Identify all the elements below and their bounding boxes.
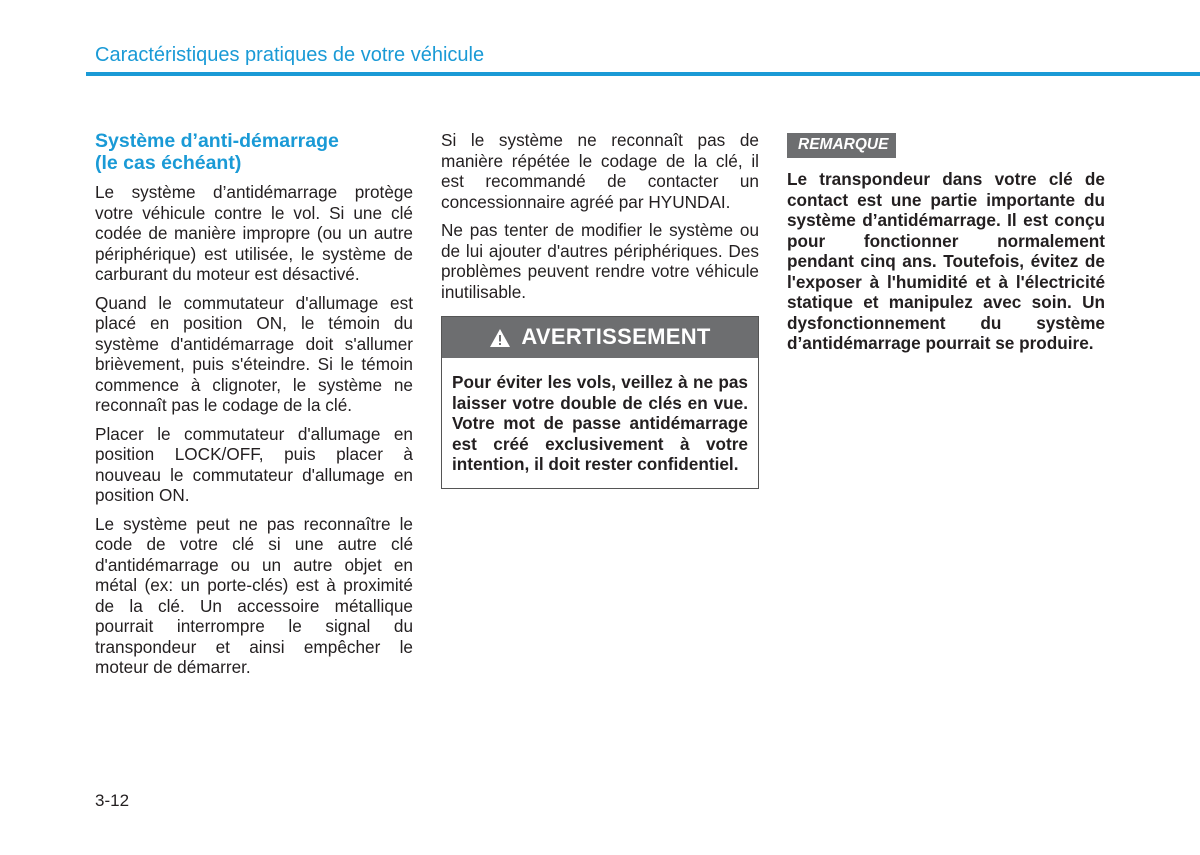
note-body: Le transpondeur dans votre clé de contact est une partie importante du système d’antidémarrage. Il est conçu pour fonctionner normalement pendant cinq ans. Toutefois, évitez de l'exposer à l'humidité et à l'électricité statique et manipulez avec soin. Un dysfonctionnement du système d’antidémarrage pourrait se produire. (787, 169, 1105, 353)
warning-triangle-icon (489, 328, 511, 348)
page-number: 3-12 (95, 791, 130, 810)
warning-body: Pour éviter les vols, veillez à ne pas laisser votre double de clés en vue. Votre mot de passe antidémarrage est créé exclusivement à votre intention, il doit rester confidentiel. (452, 372, 748, 474)
paragraph: Si le système ne reconnaît pas de manière répétée le codage de la clé, il est recommandé de contacter un concessionnaire agréé par HYUNDAI. (441, 130, 759, 212)
warning-header (442, 317, 758, 358)
column-left (95, 130, 413, 686)
column-middle (441, 130, 759, 489)
paragraph: Ne pas tenter de modifier le système ou de lui ajouter d'autres périphériques. Des problèmes peuvent rendre votre véhicule inutilisable. (441, 220, 759, 302)
header-rule (86, 72, 1200, 76)
column-right (787, 130, 1105, 354)
warning-box (441, 316, 759, 489)
page-header-title: Caractéristiques pratiques de votre véhicule (95, 44, 485, 66)
note-badge: REMARQUE (787, 133, 896, 158)
paragraph: Quand le commutateur d'allumage est placé en position ON, le témoin du système d'antidémarrage doit s'allumer brièvement, puis s'éteindre. Si le témoin commence à clignoter, le système ne reconnaît pas le codage de la clé. (95, 292, 413, 415)
paragraph: Le système peut ne pas reconnaître le code de votre clé si une autre clé d'antidémarrage ou un autre objet en métal (ex: un porte-clés) est à proximité de la clé. Un accessoire métallique pourrait interrompre le signal du transpondeur et ainsi empêcher le moteur de démarrer. (95, 513, 413, 677)
paragraph: Placer le commutateur d'allumage en position LOCK/OFF, puis placer à nouveau le commutateur d'allumage en position ON. (95, 423, 413, 505)
paragraph: Le système d’antidémarrage protège votre véhicule contre le vol. Si une clé codée de manière impropre (ou un autre périphérique) est utilisée, le système de carburant du moteur est désactivé. (95, 182, 413, 284)
warning-title: AVERTISSEMENT (521, 324, 711, 350)
section-title-line-2: (le cas échéant) (95, 152, 242, 174)
section-title (95, 130, 413, 174)
section-title-line-1: Système d’anti-démarrage (95, 130, 339, 152)
